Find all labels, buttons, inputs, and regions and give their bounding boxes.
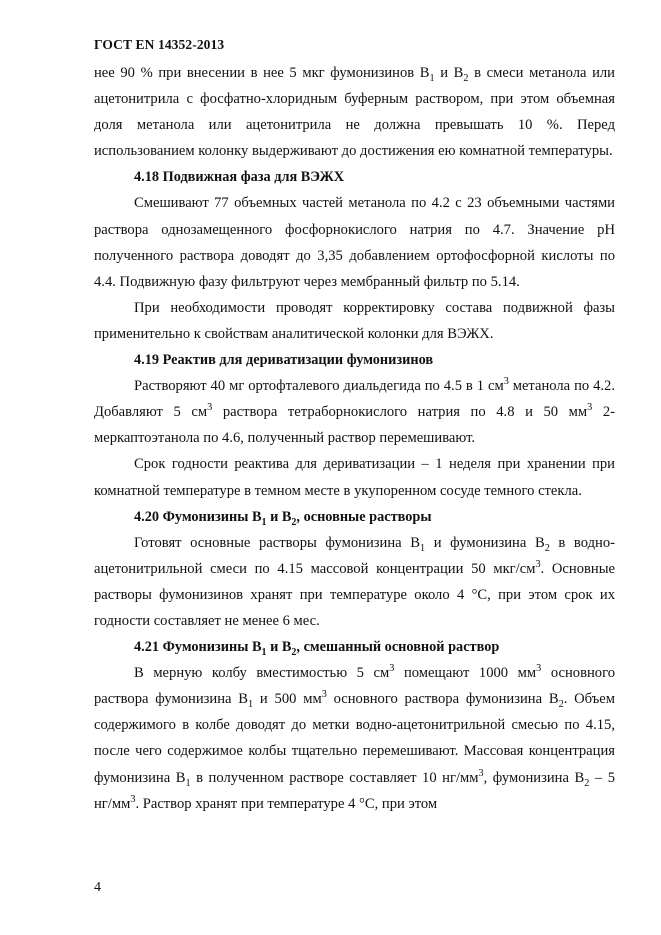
standard-header: ГОСТ EN 14352-2013 [94, 37, 225, 52]
section-heading: 4.19 Реактив для дериватизации фумонизинов [134, 352, 434, 369]
body-paragraph: При необходимости проводят корректировку состава подвижной фазы применительно к свойствам аналитической колонки для ВЭЖХ. [94, 299, 615, 342]
page-number: 4 [94, 880, 101, 895]
body-paragraph: Смешивают 77 объемных частей метанола по 4.2 с 23 объемными частями раствора однозамещенного фосфорнокислого натрия по 4.7. Значение рН полученного раствора доводят до 3,35 добавлением ортофосфорной кислоты по 4.4. Подвижную фазу фильтруют через мембранный фильтр по 5.14. [94, 195, 615, 290]
body-paragraph: Готовят основные растворы фумонизина $B_1$ и фумонизина $B_2$ в водно-ацетонитрильной смеси по 4.15 массовой концентрации 50 мкг/$см^3$. Основные растворы фумонизинов хранят при температуре около 4 °С, при этом срок их годности составляет не менее 6 мес. [94, 534, 615, 629]
section-heading: 4.21 Фумонизины $B_1$ и $B_2$, смешанный основной раствор [134, 639, 500, 658]
section-heading: 4.18 Подвижная фаза для ВЭЖХ [134, 169, 345, 186]
body-paragraph: Растворяют 40 мг ортофталевого диальдегида по 4.5 в 1 $см^3$ метанола по 4.2. Добавляют 5 $см^3$ раствора тетраборнокислого натрия по 4.8 и 50 $мм^3$ 2-меркаптоэтанола по 4.6, полученный раствор перемешивают. [94, 376, 615, 447]
body-paragraph: нее 90 % при внесении в нее 5 мкг фумонизинов $B_1$ и $B_2$ в смеси метанола или ацетонитрила с фосфатно-хлоридным буферным раствором, при этом объемная доля метанола или ацетонитрила не должна превышать 10 %. Перед использованием колонку выдерживают до достижения ею комнатной температуры. [94, 65, 615, 160]
body-paragraph: В мерную колбу вместимостью 5 $см^3$ помещают 1000 $мм^3$ основного раствора фумонизина $B_1$ и 500 $мм^3$ основного раствора фумонизина $B_2$. Объем содержимого в колбе доводят до метки водно-ацетонитрильной смесью по 4.15, после чего содержимое колбы тщательно перемешивают. Массовая концентрация фумонизина $B_1$ в полученном растворе составляет 10 $нг/мм^3$, фумонизина $B_2 - 5$ $нг/мм^3$. Раствор хранят при температуре 4 °С, при этом [94, 663, 616, 812]
section-heading: 4.20 Фумонизины $B_1$ и $B_2$, основные растворы [134, 508, 432, 528]
document-body [94, 60, 615, 817]
body-paragraph: Срок годности реактива для дериватизации – 1 неделя при хранении при комнатной температуре в темном месте в укупоренном сосуде темного стекла. [94, 456, 615, 499]
